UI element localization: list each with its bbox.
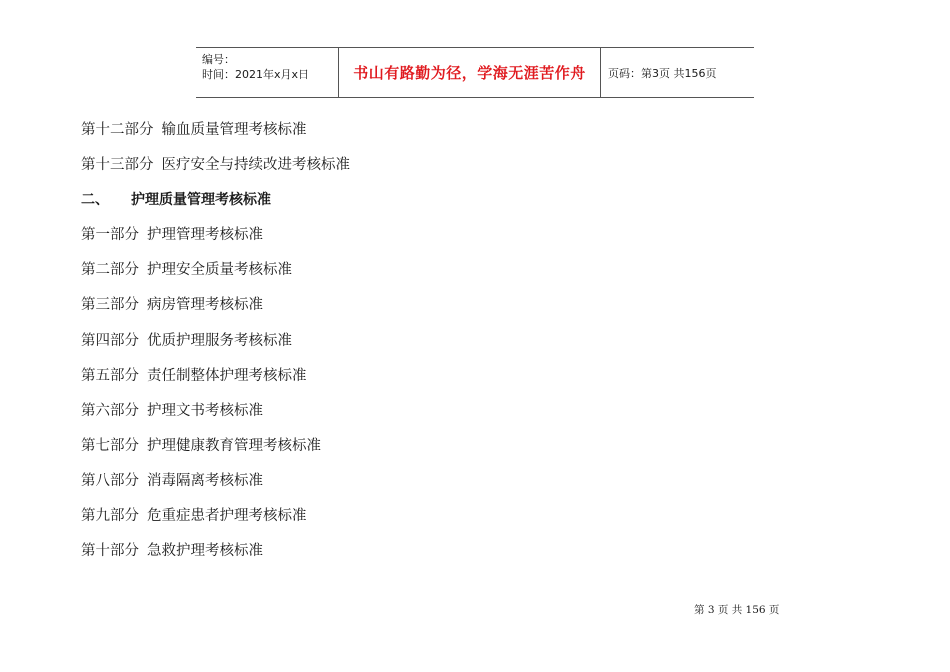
header-time-label: 时间：2021年x月x日	[202, 68, 310, 81]
toc-title: 护理健康教育管理考核标准	[147, 437, 321, 454]
toc-section-heading	[81, 188, 681, 223]
toc-part-label: 第三部分	[81, 297, 139, 314]
toc-part-label: 第九部分	[81, 508, 139, 525]
toc-part-label: 第七部分	[81, 437, 139, 454]
toc-title: 护理安全质量考核标准	[147, 262, 292, 279]
toc-item	[81, 258, 681, 293]
toc-part-label: 第十部分	[81, 543, 139, 560]
toc-item	[81, 469, 681, 504]
toc-title: 消毒隔离考核标准	[147, 472, 263, 489]
header-meta-cell	[196, 48, 339, 97]
toc-title: 护理文书考核标准	[147, 402, 263, 419]
toc-item	[81, 364, 681, 399]
table-of-contents	[81, 118, 681, 574]
toc-item	[81, 223, 681, 258]
toc-part-label: 第一部分	[81, 227, 139, 244]
toc-part-label: 第十二部分	[81, 122, 154, 138]
toc-part-label: 第四部分	[81, 332, 139, 349]
toc-item	[81, 118, 681, 153]
toc-title: 病房管理考核标准	[147, 297, 263, 314]
toc-title: 优质护理服务考核标准	[147, 332, 292, 349]
toc-part-label: 第二部分	[81, 262, 139, 279]
toc-title: 责任制整体护理考核标准	[147, 367, 307, 384]
header-page-info: 页码：第3页 共156页	[608, 66, 717, 80]
toc-item	[81, 434, 681, 469]
toc-item	[81, 153, 681, 188]
toc-part-label: 第五部分	[81, 367, 139, 384]
toc-title: 输血质量管理考核标准	[161, 122, 307, 138]
toc-item	[81, 293, 681, 328]
toc-item	[81, 539, 681, 574]
toc-title: 医疗安全与持续改进考核标准	[161, 157, 350, 174]
toc-part-label: 第八部分	[81, 472, 139, 489]
toc-item	[81, 504, 681, 539]
toc-section-title: 护理质量管理考核标准	[131, 192, 271, 209]
page-footer-number: 第 3 页 共 156 页	[694, 604, 780, 616]
toc-section-number: 二、	[81, 192, 109, 209]
toc-title: 急救护理考核标准	[147, 543, 263, 560]
page-header	[196, 47, 754, 98]
toc-part-label: 第六部分	[81, 402, 139, 419]
header-motto: 书山有路勤为径，学海无涯苦作舟	[339, 48, 601, 97]
toc-item	[81, 329, 681, 364]
toc-title: 危重症患者护理考核标准	[147, 508, 307, 525]
toc-part-label: 第十三部分	[81, 157, 154, 174]
header-number-label: 编号：	[202, 53, 235, 66]
toc-title: 护理管理考核标准	[147, 227, 263, 244]
toc-item	[81, 399, 681, 434]
